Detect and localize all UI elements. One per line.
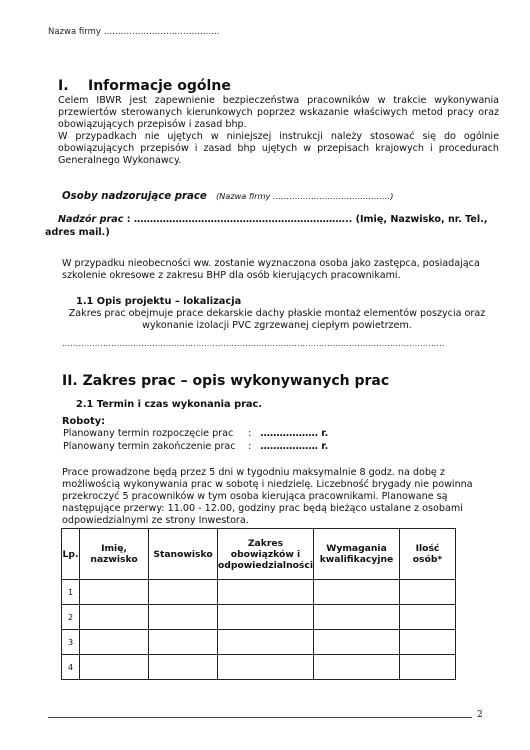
table-row xyxy=(62,655,456,680)
col-header-qualifications: Wymagania kwalifikacyjne xyxy=(313,529,399,580)
table-row xyxy=(62,605,456,630)
table-cell[interactable] xyxy=(313,655,399,680)
end-date-label: Planowany termin zakończenie prac xyxy=(63,441,236,452)
col-header-position: Stanowisko xyxy=(149,529,218,580)
footer-rule xyxy=(48,717,472,718)
end-date-row xyxy=(63,440,328,453)
work-schedule-paragraph: Prace prowadzone będą przez 5 dni w tygodniu maksymalnie 8 godz. na dobę z możliwością wykonywania prac w sobotę i niedzielę. Liczebność brygady nie powinna przekroczyć 5 pracowników w tym osoba kierująca pracownikami. Planowane są następujące przerwy: 11.00 - 12.00, godziny prac będą bieżąco ustalane z osobami odpowiedzialnymi ze strony Inwestora. xyxy=(62,467,473,526)
start-date-label: Planowany termin rozpoczęcie prac xyxy=(63,428,234,439)
table-cell[interactable] xyxy=(149,580,218,605)
robots-block xyxy=(62,416,328,453)
table-cell[interactable] xyxy=(399,605,455,630)
table-cell[interactable] xyxy=(399,630,455,655)
table-cell[interactable] xyxy=(313,605,399,630)
oversight-text: : ………………………………………………………….. (Imię, Nazwisko, nr. Tel., adres mail.) xyxy=(45,214,488,238)
section-1-heading xyxy=(58,78,231,94)
company-name-line xyxy=(48,27,220,37)
col-header-name: Imię, nazwisko xyxy=(80,529,149,580)
table-cell[interactable] xyxy=(149,630,218,655)
intro-paragraph-1: Celem IBWR jest zapewnienie bezpieczeństwa pracowników w trakcie wykonywania przewiertów sterowanych kierunkowych poprzez wskazanie właściwych metod pracy oraz obowiązujących przepisów i zasad bhp. xyxy=(58,95,499,130)
col-header-count: Ilość osób* xyxy=(399,529,455,580)
section-1-title: Informacje ogólne xyxy=(88,78,231,94)
crew-table-header-row xyxy=(62,529,456,580)
section-1-1-heading: 1.1 Opis projektu – lokalizacja xyxy=(76,296,242,307)
section-2-1-heading: 2.1 Termin i czas wykonania prac. xyxy=(76,399,263,410)
supervisors-line xyxy=(62,184,393,203)
table-cell[interactable] xyxy=(80,580,149,605)
table-cell[interactable] xyxy=(80,630,149,655)
section-2-heading: II. Zakres prac – opis wykonywanych prac xyxy=(62,373,390,389)
company-label: Nazwa firmy xyxy=(48,27,101,37)
table-cell[interactable] xyxy=(80,605,149,630)
col-header-lp: Lp. xyxy=(62,529,80,580)
company-dots: ………………………………….. xyxy=(103,27,220,37)
table-cell[interactable] xyxy=(218,580,314,605)
section-1-body xyxy=(58,95,499,167)
section-1-number: I. xyxy=(58,78,69,94)
intro-paragraph-2: W przypadkach nie ujętych w niniejszej instrukcji należy stosować się do ogólnie obowiązujących przepisów i zasad bhp ujętych w przepisach krajowych i procedurach Generalnego Wykonawcy. xyxy=(58,131,499,166)
table-cell[interactable] xyxy=(149,655,218,680)
table-row xyxy=(62,580,456,605)
row-number: 1 xyxy=(62,580,80,605)
section-1-1-body: Zakres prac obejmuje prace dekarskie dachy płaskie montaż elementów poszycia oraz wykonanie izolacji PVC zgrzewanej ciepłym powietrzem. xyxy=(68,308,486,331)
row-number: 3 xyxy=(62,630,80,655)
crew-table xyxy=(61,528,456,680)
oversight-line xyxy=(45,213,495,239)
dotted-separator: ………………………………………………………………………………………………………………………….. xyxy=(62,339,445,348)
page-number: 2 xyxy=(477,710,483,720)
supervisors-label: Osoby nadzorujące prace xyxy=(62,191,207,202)
table-cell[interactable] xyxy=(313,580,399,605)
end-date-colon: : xyxy=(248,441,252,452)
robots-heading: Roboty: xyxy=(62,416,106,427)
row-number: 4 xyxy=(62,655,80,680)
table-cell[interactable] xyxy=(218,630,314,655)
table-cell[interactable] xyxy=(399,580,455,605)
absence-note: W przypadku nieobecności ww. zostanie wyznaczona osoba jako zastępca, posiadająca szkolenie okresowe z zakresu BHP dla osób kierujących pracownikami. xyxy=(62,258,480,281)
table-cell[interactable] xyxy=(218,605,314,630)
table-cell[interactable] xyxy=(313,630,399,655)
oversight-label: Nadzór prac xyxy=(58,214,124,225)
start-date-row xyxy=(63,427,328,440)
table-cell[interactable] xyxy=(218,655,314,680)
end-date-value: ……………… r. xyxy=(260,441,329,452)
col-header-duties: Zakres obowiązków i odpowiedzialności xyxy=(218,529,314,580)
table-cell[interactable] xyxy=(80,655,149,680)
start-date-value: ……………… r. xyxy=(260,428,329,439)
supervisors-company: (Nazwa firmy …………………………………….) xyxy=(215,191,394,201)
table-cell[interactable] xyxy=(399,655,455,680)
table-row xyxy=(62,630,456,655)
table-cell[interactable] xyxy=(149,605,218,630)
start-date-colon: : xyxy=(248,428,252,439)
row-number: 2 xyxy=(62,605,80,630)
